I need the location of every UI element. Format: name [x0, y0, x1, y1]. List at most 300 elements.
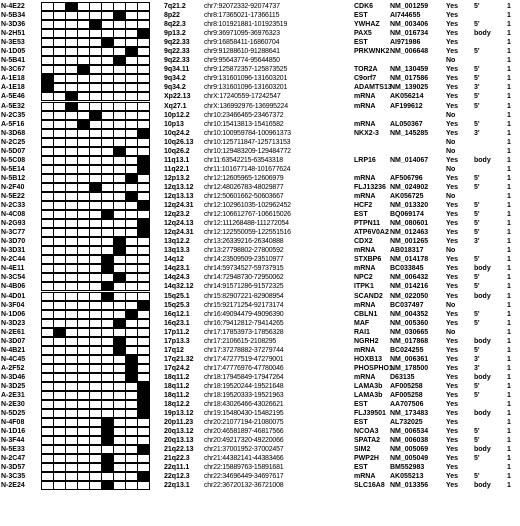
cell-flag: Yes	[446, 229, 459, 237]
cell-count: 1	[507, 66, 511, 74]
cell-loc: 5'	[474, 274, 480, 282]
cell-clone: N-5B12	[1, 174, 26, 182]
cell-flag: Yes	[446, 346, 459, 354]
cell-clone: N-5D25	[1, 410, 26, 418]
unmethylated-cell	[137, 310, 150, 319]
cell-pos: chr11:63542215-63543318	[204, 156, 283, 164]
cell-band: 9p13.2	[164, 30, 186, 38]
cell-count: 1	[507, 183, 511, 191]
cell-band: 22q13.1	[164, 482, 190, 490]
unmethylated-cell	[137, 92, 150, 101]
cell-gene: SLC16A8	[354, 482, 385, 490]
unmethylated-cell	[137, 454, 150, 463]
cell-pos: chr9:91288610-91288641	[204, 48, 280, 56]
cell-count: 1	[507, 48, 511, 56]
cell-clone: N-3D68	[1, 129, 26, 137]
cell-loc: 5'	[474, 346, 480, 354]
table-row	[0, 129, 520, 138]
cell-count: 1	[507, 102, 511, 110]
cell-flag: Yes	[446, 265, 459, 273]
cell-pos: chr13:27798802-27800592	[204, 247, 284, 255]
cell-flag: Yes	[446, 473, 459, 481]
cell-clone: N-2G93	[1, 220, 26, 228]
methylated-cell	[137, 400, 150, 409]
sample-grid	[41, 328, 149, 337]
table-row	[0, 138, 520, 147]
methylated-cell	[137, 391, 150, 400]
cell-count: 1	[507, 30, 511, 38]
sample-grid	[41, 111, 149, 120]
cell-clone: N-3C67	[1, 66, 26, 74]
cell-band: 17q21.32	[164, 355, 194, 363]
cell-flag: Yes	[446, 66, 459, 74]
cell-gene: NGRH2	[354, 337, 379, 345]
cell-acc: NM_001265	[390, 238, 429, 246]
cell-count: 1	[507, 138, 511, 146]
table-row	[0, 481, 520, 490]
cell-loc: body	[474, 482, 491, 490]
table-row	[0, 65, 520, 74]
table-row	[0, 445, 520, 454]
cell-flag: Yes	[446, 30, 459, 38]
cell-count: 1	[507, 129, 511, 137]
cell-count: 1	[507, 373, 511, 381]
sample-grid	[41, 38, 149, 47]
cell-pos: chr10:100959784-100961373	[204, 129, 291, 137]
cell-gene: mRNA	[354, 373, 376, 381]
methylated-cell	[137, 201, 150, 210]
sample-grid	[41, 481, 149, 490]
sample-grid	[41, 56, 149, 65]
cell-gene: LRP16	[354, 156, 376, 164]
cell-pos: chr12:48026783-48029877	[204, 183, 284, 191]
methylated-cell	[137, 129, 150, 138]
table-row	[0, 2, 520, 11]
table-row	[0, 355, 520, 364]
cell-loc: 5'	[474, 48, 480, 56]
cell-pos: chr15:92171254-92173174	[204, 301, 284, 309]
cell-acc: BC024255	[390, 346, 424, 354]
cell-pos: chr21:44382141-44383466	[204, 455, 284, 463]
cell-band: 12q24.13	[164, 220, 194, 228]
cell-flag: No	[446, 328, 456, 336]
table-row	[0, 20, 520, 29]
cell-acc: NM_014178	[390, 256, 429, 264]
cell-band: 14q12	[164, 256, 184, 264]
sample-grid	[41, 183, 149, 192]
table-row	[0, 11, 520, 20]
cell-band: 9q34.2	[164, 75, 186, 83]
cell-flag: No	[446, 138, 456, 146]
cell-band: 14q32.12	[164, 283, 194, 291]
cell-count: 1	[507, 419, 511, 427]
cell-clone: N-3D23	[1, 319, 26, 327]
cell-flag: Yes	[446, 274, 459, 282]
unmethylated-cell	[137, 463, 150, 472]
cell-clone: N-2E30	[1, 401, 25, 409]
cell-band: 17q24.2	[164, 364, 190, 372]
cell-loc: body	[474, 337, 491, 345]
table-row	[0, 174, 520, 183]
cell-loc: body	[474, 410, 491, 418]
cell-gene: MAF	[354, 319, 370, 327]
unmethylated-cell	[137, 47, 150, 56]
cell-acc: NM_139025	[390, 84, 429, 92]
cell-pos: chr10:15413813-15416582	[204, 120, 284, 128]
cell-loc: 5'	[474, 428, 480, 436]
sample-grid	[41, 454, 149, 463]
unmethylated-cell	[137, 120, 150, 129]
table-row	[0, 264, 520, 273]
cell-loc: 5'	[474, 21, 480, 29]
cell-band: 10q26.13	[164, 138, 194, 146]
cell-flag: Yes	[446, 319, 459, 327]
cell-count: 1	[507, 120, 511, 128]
cell-pos: chr14:59734527-59737915	[204, 265, 284, 273]
cell-pos: chr9:131601096-131603201	[204, 84, 288, 92]
cell-gene: ITPK1	[354, 283, 374, 291]
cell-count: 1	[507, 392, 511, 400]
cell-flag: Yes	[446, 39, 459, 47]
sample-grid	[41, 273, 149, 282]
cell-clone: N-2C44	[1, 256, 26, 264]
cell-acc: NM_004352	[390, 310, 429, 318]
table-row	[0, 74, 520, 83]
cell-loc: 5'	[474, 382, 480, 390]
cell-clone: A-5E46	[1, 93, 25, 101]
cell-flag: Yes	[446, 84, 459, 92]
cell-gene: mRNA	[354, 346, 376, 354]
cell-gene: FLJ13236	[354, 183, 386, 191]
unmethylated-cell	[137, 38, 150, 47]
cell-acc: NM_014067	[390, 156, 429, 164]
cell-flag: No	[446, 192, 456, 200]
cell-count: 1	[507, 165, 511, 173]
cell-band: 18q11.2	[164, 382, 190, 390]
cell-pos: chr13:26339216-26340888	[204, 238, 284, 246]
cell-band: 12q24.31	[164, 229, 194, 237]
cell-band: 17p13.3	[164, 337, 190, 345]
cell-acc: NM_005360	[390, 319, 429, 327]
cell-flag: Yes	[446, 120, 459, 128]
unmethylated-cell	[137, 373, 150, 382]
cell-count: 1	[507, 274, 511, 282]
table-row	[0, 427, 520, 436]
cell-flag: Yes	[446, 238, 459, 246]
cell-band: 9q34.11	[164, 66, 190, 74]
unmethylated-cell	[137, 111, 150, 120]
sample-grid	[41, 310, 149, 319]
cell-gene: PHOSPHO1	[354, 364, 393, 372]
cell-clone: N-4D01	[1, 292, 26, 300]
cell-flag: Yes	[446, 156, 459, 164]
cell-band: 22q11.1	[164, 464, 190, 472]
cell-band: 14q23.1	[164, 265, 190, 273]
cell-loc: 5'	[474, 283, 480, 291]
cell-gene: YWHAZ	[354, 21, 380, 29]
cell-count: 1	[507, 382, 511, 390]
cell-band: 20q13.12	[164, 428, 194, 436]
cell-clone: N-3F44	[1, 437, 25, 445]
cell-acc: NM_006038	[390, 437, 429, 445]
unmethylated-cell	[137, 255, 150, 264]
cell-band: 17p11.2	[164, 328, 190, 336]
cell-clone: N-1D05	[1, 48, 26, 56]
cell-gene: NPC2	[354, 274, 373, 282]
cell-band: 10q24.2	[164, 129, 190, 137]
sample-grid	[41, 337, 149, 346]
sample-grid	[41, 246, 149, 255]
cell-pos: chr7:92072332-92074737	[204, 3, 280, 10]
cell-gene: PAX5	[354, 30, 372, 38]
table-row	[0, 219, 520, 228]
cell-band: 8q22.3	[164, 21, 186, 29]
sample-grid	[41, 373, 149, 382]
cell-acc: AK055213	[390, 473, 424, 481]
unmethylated-cell	[137, 355, 150, 364]
cell-count: 1	[507, 220, 511, 228]
cell-gene: PRKWNK2	[354, 48, 390, 56]
cell-flag: No	[446, 247, 456, 255]
cell-pos: chr17:47776976-47780046	[204, 364, 284, 372]
cell-pos: chr10:125711847-125713153	[204, 138, 291, 146]
table-row	[0, 255, 520, 264]
cell-gene: FLJ39501	[354, 410, 386, 418]
table-row	[0, 364, 520, 373]
cell-loc: 5'	[474, 319, 480, 327]
cell-acc: NM_006361	[390, 355, 429, 363]
cell-gene: mRNA	[354, 473, 376, 481]
cell-loc: 5'	[474, 202, 480, 210]
cell-clone: N-3F04	[1, 301, 25, 309]
cell-pos: chr17:37278882-37279744	[204, 346, 284, 354]
unmethylated-cell	[137, 481, 150, 490]
cell-loc: body	[474, 265, 491, 273]
cell-count: 1	[507, 192, 511, 200]
sample-grid	[41, 201, 149, 210]
unmethylated-cell	[137, 11, 150, 20]
cell-pos: chr18:17945849-17947264	[204, 373, 284, 381]
cell-clone: N-3E53	[1, 39, 25, 47]
cell-flag: Yes	[446, 183, 459, 191]
cell-acc: AA707506	[390, 401, 424, 409]
sample-grid	[41, 319, 149, 328]
cell-clone: N-3C35	[1, 473, 26, 481]
cell-count: 1	[507, 464, 511, 472]
sample-grid	[41, 228, 149, 237]
sample-grid	[41, 391, 149, 400]
cell-clone: N-1D16	[1, 428, 26, 436]
cell-band: 7q21.2	[164, 3, 186, 10]
sample-grid	[41, 192, 149, 201]
sample-grid	[41, 301, 149, 310]
cell-flag: Yes	[446, 410, 459, 418]
sample-grid	[41, 102, 149, 111]
cell-loc: 5'	[474, 66, 480, 74]
cell-pos: chr17:2106615-2108295	[204, 337, 277, 345]
cell-pos: chr21:37001952-37002457	[204, 446, 284, 454]
unmethylated-cell	[137, 192, 150, 201]
cell-acc: NM_006534	[390, 428, 429, 436]
table-row	[0, 192, 520, 201]
sample-grid	[41, 255, 149, 264]
cell-pos: chr12:106612767-106615026	[204, 211, 291, 219]
cell-count: 1	[507, 75, 511, 83]
cell-pos: chr20:21077194-21080075	[204, 419, 284, 427]
cell-band: 10p12.2	[164, 111, 190, 119]
table-row	[0, 165, 520, 174]
cell-acc: D63135	[390, 373, 415, 381]
unmethylated-cell	[137, 264, 150, 273]
cell-acc: NM_003406	[390, 21, 429, 29]
cell-count: 1	[507, 174, 511, 182]
methylated-cell	[137, 165, 150, 174]
cell-acc: NM_006648	[390, 48, 429, 56]
table-row	[0, 201, 520, 210]
cell-clone: N-3D70	[1, 238, 26, 246]
table-row	[0, 228, 520, 237]
cell-gene: mRNA	[354, 174, 376, 182]
cell-flag: Yes	[446, 75, 459, 83]
cell-count: 1	[507, 283, 511, 291]
cell-loc: body	[474, 292, 491, 300]
sample-grid	[41, 472, 149, 481]
cell-band: 9q34.2	[164, 84, 186, 92]
sample-grid	[41, 165, 149, 174]
table-row	[0, 400, 520, 409]
cell-flag: Yes	[446, 455, 459, 463]
cell-loc: 3'	[474, 355, 480, 363]
cell-gene: mRNA	[354, 192, 376, 200]
cell-clone: N-2H51	[1, 30, 26, 38]
cell-gene: CBLN1	[354, 310, 378, 318]
cell-band: 12q23.2	[164, 211, 190, 219]
cell-flag: Yes	[446, 310, 459, 318]
cell-flag: No	[446, 165, 456, 173]
cell-clone: N-5E33	[1, 446, 25, 454]
cell-band: 12q13.13	[164, 192, 194, 200]
cell-flag: Yes	[446, 373, 459, 381]
cell-clone: N-3D46	[1, 373, 26, 381]
cell-pos: chr14:91571286-91572325	[204, 283, 284, 291]
table-row	[0, 328, 520, 337]
sample-grid	[41, 282, 149, 291]
cell-loc: 5'	[474, 455, 480, 463]
unmethylated-cell	[137, 102, 150, 111]
cell-clone: N-5E14	[1, 165, 25, 173]
cell-clone: A-1E18	[1, 75, 25, 83]
sample-grid	[41, 355, 149, 364]
cell-band: 10q26.2	[164, 147, 190, 155]
cell-acc: NM_080601	[390, 220, 429, 228]
cell-flag: Yes	[446, 220, 459, 228]
cell-band: Xq27.1	[164, 102, 187, 110]
sample-grid	[41, 463, 149, 472]
cell-band: 19p13.12	[164, 410, 194, 418]
methylated-cell	[137, 382, 150, 391]
cell-acc: NM_013320	[390, 202, 429, 210]
cell-pos: chrX:17240559-17242547	[204, 93, 281, 101]
table-row	[0, 282, 520, 291]
cell-acc: AL050367	[390, 120, 423, 128]
cell-pos: chr18:19520333-19521963	[204, 392, 284, 400]
sample-grid	[41, 445, 149, 454]
cell-acc: AI971986	[390, 39, 421, 47]
cell-pos: chr11:101677148-101677624	[204, 165, 291, 173]
cell-acc: NM_014216	[390, 283, 429, 291]
sample-grid	[41, 210, 149, 219]
cell-clone: N-2C33	[1, 202, 26, 210]
cell-acc: NM_030665	[390, 328, 429, 336]
cell-clone: A-2E31	[1, 392, 25, 400]
cell-gene: HCF2	[354, 202, 373, 210]
cell-count: 1	[507, 364, 511, 372]
cell-flag: Yes	[446, 428, 459, 436]
sample-grid	[41, 400, 149, 409]
cell-acc: NM_130459	[390, 66, 429, 74]
sample-grid	[41, 436, 149, 445]
cell-clone: N-2C25	[1, 138, 26, 146]
cell-acc: NM_013356	[390, 482, 429, 490]
cell-clone: N-3D36	[1, 21, 26, 29]
cell-count: 1	[507, 21, 511, 29]
cell-count: 1	[507, 355, 511, 363]
methylated-cell	[137, 409, 150, 418]
unmethylated-cell	[137, 427, 150, 436]
cell-gene: LAMA3b	[354, 382, 383, 390]
cell-pos: chr10:23466465-23467372	[204, 111, 284, 119]
cell-pos: chr9:131601096-131603201	[204, 75, 288, 83]
cell-count: 1	[507, 238, 511, 246]
cell-acc: NM_017586	[390, 75, 429, 83]
sample-grid	[41, 364, 149, 373]
cell-clone: N-5E22	[1, 192, 25, 200]
sample-grid	[41, 138, 149, 147]
cell-gene: TOR2A	[354, 66, 378, 74]
cell-pos: chr17:47277519-47279001	[204, 355, 284, 363]
cell-clone: N-3C54	[1, 274, 26, 282]
cell-count: 1	[507, 473, 511, 481]
cell-pos: chr12:122550059-122551516	[204, 229, 291, 237]
sample-grid	[41, 147, 149, 156]
cell-pos: chr12:111268488-111272054	[204, 220, 289, 228]
cell-flag: Yes	[446, 48, 459, 56]
sample-grid	[41, 11, 149, 20]
cell-band: 13q13.3	[164, 247, 190, 255]
table-row	[0, 301, 520, 310]
sample-grid	[41, 382, 149, 391]
cell-clone: N-1D06	[1, 310, 26, 318]
cell-gene: RAI1	[354, 328, 370, 336]
cell-pos: chr14:23509509-23510977	[204, 256, 284, 264]
table-row	[0, 102, 520, 111]
cell-clone: N-4C45	[1, 355, 26, 363]
sample-grid	[41, 418, 149, 427]
cell-loc: 5'	[474, 473, 480, 481]
unmethylated-cell	[137, 2, 150, 11]
cell-flag: Yes	[446, 256, 459, 264]
sample-grid	[41, 120, 149, 129]
unmethylated-cell	[137, 246, 150, 255]
table-row	[0, 83, 520, 92]
cell-loc: 5'	[474, 93, 480, 101]
cell-gene: CDX2	[354, 238, 373, 246]
unmethylated-cell	[137, 346, 150, 355]
cell-band: 9q22.33	[164, 39, 190, 47]
cell-pos: chr17:17853973-17856328	[204, 328, 284, 336]
cell-flag: Yes	[446, 102, 459, 110]
cell-flag: Yes	[446, 355, 459, 363]
